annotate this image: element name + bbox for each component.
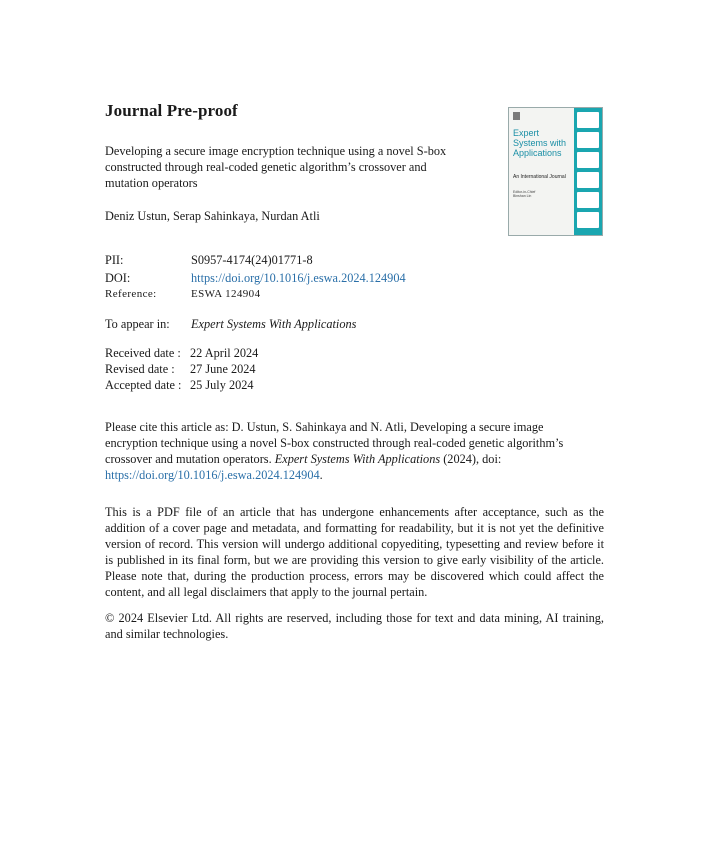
pre-proof-notice: This is a PDF file of an article that has undergone enhancements after acceptance, such as the addition of a cover page and metadata, and formatting for readability, but it is not yet the definitive version of record. This version will undergo additional copyediting, typesetting and review before it is published in its final form, but we are providing this version to give early visibility of the article. Please note that, during the production process, errors may be discovered which could affect the content, and all legal disclaimers that apply to the journal pertain. — [105, 505, 604, 599]
citation-paragraph — [105, 419, 575, 483]
cover-journal-name: Expert Systems with Applications — [513, 128, 567, 158]
copyright-notice: © 2024 Elsevier Ltd. All rights are reserved, including those for text and data mining, AI training, and similar technologies. — [105, 611, 604, 641]
cover-scale-icon — [577, 152, 599, 168]
cover-side-strip — [574, 108, 602, 235]
reference-value: ESWA 124904 — [191, 288, 261, 300]
pii-label: PII: — [105, 253, 124, 267]
received-value: 22 April 2024 — [190, 346, 259, 360]
appear-label: To appear in: — [105, 317, 170, 331]
citation-text: Please cite this article as: D. Ustun, S. Sahinkaya and N. Atli, Developing a secure image encryption technique using a novel S-box constructed through real-coded genetic algorithm’s crossover and mutation operators. — [105, 420, 564, 466]
citation-journal: Expert Systems With Applications — [274, 452, 441, 466]
cover-editor — [513, 190, 573, 198]
accepted-label: Accepted date : — [105, 378, 182, 392]
article-authors: Deniz Ustun, Serap Sahinkaya, Nurdan Atli — [105, 209, 320, 223]
appear-value: Expert Systems With Applications — [191, 317, 357, 331]
cover-editor-line: Editor-in-Chief — [513, 190, 536, 194]
article-title: Developing a secure image encryption technique using a novel S-box constructed through real-coded genetic algorithm’s crossover and mutation operators — [105, 144, 447, 190]
citation-end: . — [319, 468, 323, 482]
cover-person-icon — [577, 192, 599, 208]
citation-year-doi: (2024), doi: — [440, 452, 502, 466]
cover-subtitle: An International Journal — [513, 174, 566, 180]
publisher-logo-icon — [513, 112, 520, 120]
doi-link[interactable]: https://doi.org/10.1016/j.eswa.2024.124904 — [191, 271, 406, 285]
pii-value: S0957-4174(24)01771-8 — [191, 253, 313, 267]
cover-tool-icon — [577, 172, 599, 188]
received-label: Received date : — [105, 346, 181, 360]
reference-label: Reference: — [105, 288, 157, 300]
doi-label: DOI: — [105, 271, 131, 285]
page-title: Journal Pre-proof — [105, 101, 238, 120]
cover-editor-name: Binshan Lin — [513, 194, 532, 198]
cover-chart-icon — [577, 132, 599, 148]
accepted-value: 25 July 2024 — [190, 378, 254, 392]
citation-doi-link[interactable]: https://doi.org/10.1016/j.eswa.2024.124904 — [105, 468, 320, 482]
cover-molecule-icon — [577, 212, 599, 228]
journal-cover-image — [508, 107, 603, 236]
cover-gear-icon — [577, 112, 599, 128]
revised-value: 27 June 2024 — [190, 362, 256, 376]
revised-label: Revised date : — [105, 362, 175, 376]
